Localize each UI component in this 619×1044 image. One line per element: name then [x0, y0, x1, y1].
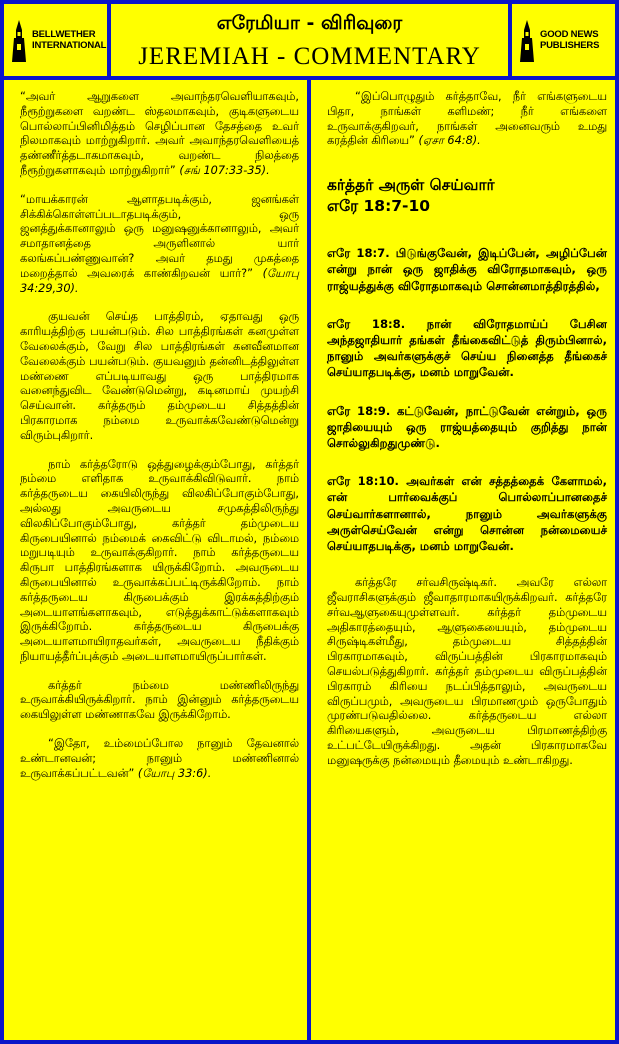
right-column — [311, 80, 615, 1040]
bellwether-logo-text: BELLWETHER INTERNATIONAL — [32, 29, 107, 51]
reference: (யோபு 34:29,30). — [20, 266, 299, 295]
bellwether-logo — [4, 4, 107, 76]
title-tamil: எரேமியா - விரிவுரை — [216, 12, 403, 34]
reference: (ஏசா 64:8). — [418, 134, 481, 148]
quote-job-33: “இதோ, உம்மைப்போல நானும் தேவனால் உண்டானவன்; நானும் மண்ணினால் உருவாக்கப்பட்டவன்” (யோபு 33:6). — [20, 737, 299, 780]
quote-psalm: “அவர் ஆறுகளை அவாந்தரவெளியாகவும், நீரூற்றுகளை வறண்ட ஸ்தலமாகவும், குடிகளுடைய பொல்லாப்பினிமித்தம் செழிப்பான தேசத்தை உவர் நிலமாகவும் மாற்றுகிறார். அவர் அவாந்தரவெளியைத் தண்ணீர்த்தடாகமாகவும், வறண்ட நிலத்தை நீரூற்றுகளாகவும் மாற்றுகிறார்” (சங் 107:33-35). — [20, 90, 299, 177]
bellwether-tower-icon — [8, 18, 30, 62]
good-news-logo — [512, 4, 615, 76]
paragraph-cooperation: நாம் கர்த்தரோடு ஒத்துழைக்கும்போது, கர்த்தர் நம்மை எளிதாக உருவாக்கிவிடுவார். நாம் கர்த்தருடைய கையிலிருந்து விலகிப்போகும்போது, அல்லது அவருடைய சமுகத்திலிருந்து விலகிப்போகும்போது, கர்த்தர் தம்முடைய கிருபையினால் நம்மைக் கைவிட்டு விடாமல், நம்மை மறுபடியும் உருவாக்குகிறார். நாம் கர்த்தருடைய கிருபா பாத்திரங்களாக யிருக்கிறோம். அவருடைய கிருபையினால் உருவாக்கப்பட்டிருக்கிறோம். நாம் கர்த்தருடைய கிருபைக்கும் இரக்கத்திற்கும் அடையாளங்களாகவும், எடுத்துக்காட்டுக்களாகவும் இருக்கிறோம். கர்த்தருடைய கிருபைக்கு அடையாளமாயிராதவர்கள், அவருடைய நீதிக்கும் நியாயத்தீர்ப்புக்கும் அடையாளமாயிருப்பார்கள். — [20, 457, 299, 663]
verse-18-8: எரே 18:8. நான் விரோதமாய்ப் பேசின அந்தஜாதியார் தங்கள் தீங்கைவிட்டுத் திரும்பினால், நானும் அவர்களுக்குச் செய்ய நினைத்த தீங்கைச் செய்யாதபடிக்கு, மனம் மாறுவேன். — [327, 316, 607, 380]
verse-18-9: எரே 18:9. கட்டுவேன், நாட்டுவேன் என்றும், ஒரு ஜாதியையும் ஒரு ராஜ்யத்தையும் குறித்து நான் சொல்லுகிறதுமுண்டு. — [327, 403, 607, 451]
quote-isaiah: “இப்பொழுதும் கர்த்தாவே, நீர் எங்களுடைய பிதா, நாங்கள் களிமண்; நீர் எங்களை உருவாக்குகிறவர், நாங்கள் அனைவரும் உமது கரத்தின் கிரியை” (ஏசா 64:8). — [327, 90, 607, 148]
left-column — [4, 80, 307, 1040]
quote-job-34: “மாயக்காரன் ஆளாதபடிக்கும், ஜனங்கள் சிக்கிக்கொள்ளப்படாதபடிக்கும், ஒரு ஜனத்துக்கானாலும் ஒரு மனுஷனுக்கானாலும், அவர் சமாதானத்தை அருளினால் யார் கலங்கப்பண்ணுவான்? அவர் தமது முகத்தை மறைத்தால் அவரைக் காண்கிறவன் யார்?” (யோபு 34:29,30). — [20, 192, 299, 295]
reference: (சங் 107:33-35). — [179, 163, 270, 177]
paragraph-potter-vessel: குயவன் செய்த பாத்திரம், ஏதாவது ஒரு காரியத்திற்கு பயன்படும். சில பாத்திரங்கள் கனமுள்ள வேலைக்கும், வேறு சில பாத்திரங்கள் கனவீனமான வேலைக்கும் பயன்படும். குயவனும் தன்னிடத்திலுள்ள மண்ணை எப்படியாவது ஒரு பாத்திரமாக வனைந்துவிட வேண்டுமென்று, கடினமாய் முயற்சி செய்வான். கர்த்தரும் தம்முடைய சித்தத்தின் பிரகாரமாக நம்மை உருவாக்கவேண்டுமென்று விரும்புகிறார். — [20, 310, 299, 442]
reference: (யோபு 33:6). — [137, 766, 212, 780]
verse-18-10: எரே 18:10. அவர்கள் என் சத்தத்தைக் கேளாமல், என் பார்வைக்குப் பொல்லாப்பானதைச் செய்வார்களானால், நானும் அவர்களுக்கு அருள்செய்வேன் என்று சொன்ன நன்மையைச் செய்யாதபடிக்கு, மனம் மாறுவேன். — [327, 474, 607, 554]
section-heading: கர்த்தர் அருள் செய்வார் எரே 18:7-10 — [327, 176, 495, 216]
verse-18-7: எரே 18:7. பிடுங்குவேன், இடிப்பேன், அழிப்பேன் என்று நான் ஒரு ஜாதிக்கு விரோதமாகவும், ஒரு ராஜ்யத்துக்கு விரோதமாகவும் சொன்னமாத்திரத்தில், — [327, 246, 607, 293]
paragraph-sovereignty: கர்த்தரே சர்வசிருஷ்டிகர். அவரே எல்லா ஜீவராசிகளுக்கும் ஜீவாதாரமாகயிருக்கிறவர். கர்த்தரே சர்வஆளுகையுமுள்ளவர். கர்த்தர் தம்முடைய அதிகாரத்தையும், ஆளுகையையும், தம்முடைய சிருஷ்டிகள்மீது, தம்முடைய சித்தத்தின் பிரகாரமாகவும், விருப்பத்தின் பிரகாரமாகவும் செயல்படுத்துகிறார். கர்த்தர் தம்முடைய விருப்பத்தின் பிரகாரம் கிரியை நடப்பித்தாலும், அவருடைய விருப்பமும், அவருடைய பிரமாணமும் ஒருபோதும் முரண்படுவதில்லை. கர்த்தருடைய எல்லா கிரியைகளும், அவருடைய பிரமாணத்திற்கு உட்பட்டேயிருக்கிறது. அதன் பிரகாரமாகவே மனுஷருக்கு நன்மையும் தீமையும் உண்டாகிறது. — [327, 576, 607, 767]
paragraph-clay: கர்த்தர் நம்மை மண்ணிலிருந்து உருவாக்கியிருக்கிறார். நாம் இன்னும் கர்த்தருடைய கையிலுள்ள மண்ணாகவே இருக்கிறோம். — [20, 678, 299, 722]
page-header — [111, 4, 508, 76]
title-english: JEREMIAH - COMMENTARY — [138, 43, 481, 70]
good-news-tower-icon — [516, 18, 538, 62]
good-news-logo-text: GOOD NEWS PUBLISHERS — [540, 29, 600, 51]
